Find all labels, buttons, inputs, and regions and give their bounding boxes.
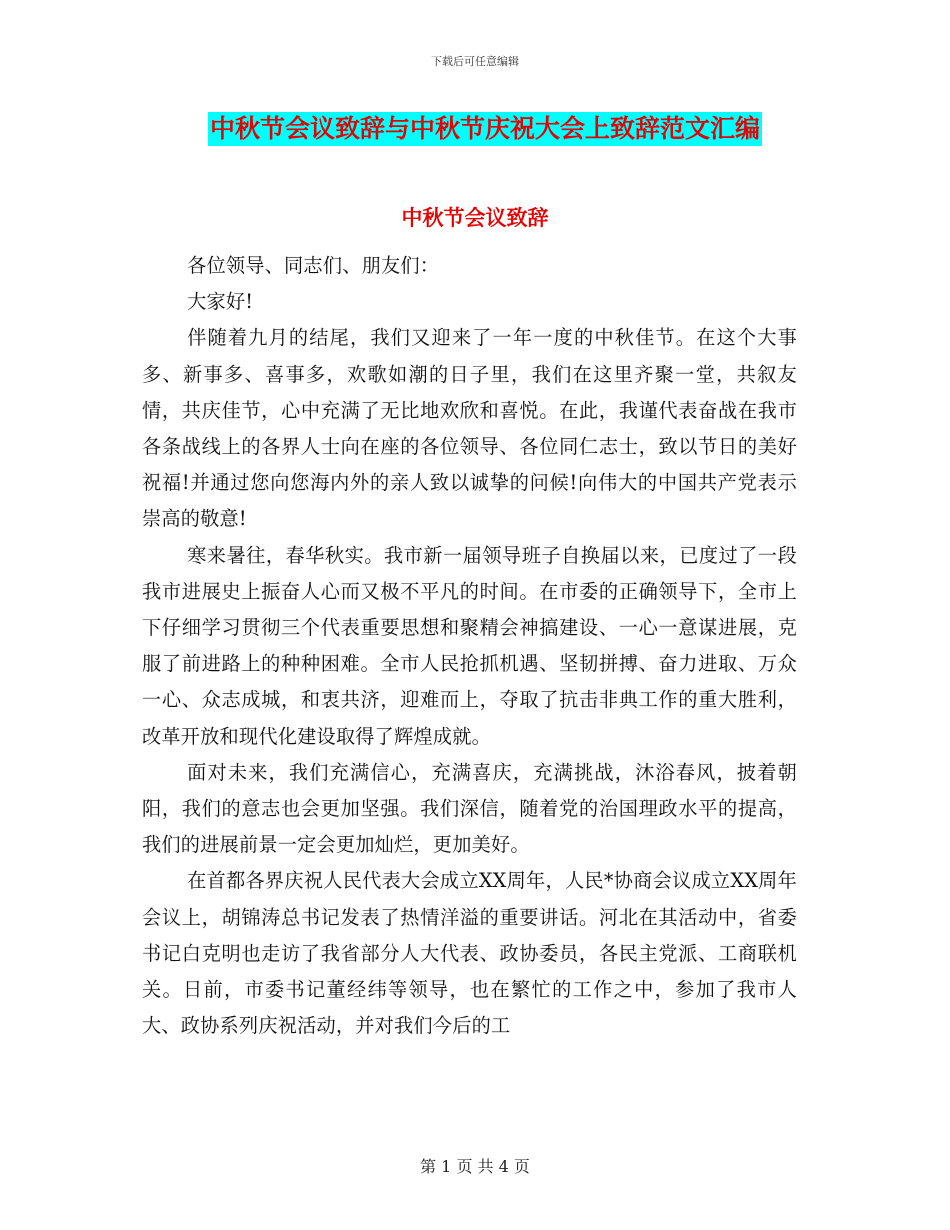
document-main-title: 中秋节会议致辞与中秋节庆祝大会上致辞范文汇编 [208, 112, 762, 146]
page-number-footer: 第 1 页 共 4 页 [420, 1157, 530, 1176]
section-title: 中秋节会议致辞 [401, 206, 549, 230]
paragraph: 面对未来，我们充满信心，充满喜庆，充满挑战，沐浴春风，披着朝阳，我们的意志也会更加坚强。我们深信，随着党的治国理政水平的提高，我们的进展前景一定会更加灿烂，更加美好。 [142, 760, 797, 857]
document-body [142, 248, 797, 1044]
paragraph: 寒来暑往，春华秋实。我市新一届领导班子自换届以来，已度过了一段我市进展史上振奋人心而又极不平凡的时间。在市委的正确领导下，全市上下仔细学习贯彻三个代表重要思想和聚精会神搞建设、一心一意谋进展，克服了前进路上的种种困难。全市人民抢抓机遇、坚韧拼搏、奋力进取、万众一心、众志成城，和衷共济，迎难而上，夺取了抗击非典工作的重大胜利，改革开放和现代化建设取得了辉煌成就。 [142, 543, 797, 748]
paragraph: 伴随着九月的结尾，我们又迎来了一年一度的中秋佳节。在这个大事多、新事多、喜事多，欢歌如潮的日子里，我们在这里齐聚一堂，共叙友情，共庆佳节，心中充满了无比地欢欣和喜悦。在此，我谨代表奋战在我市各条战线上的各界人士向在座的各位领导、各位同仁志士，致以节日的美好祝福!并通过您向您海内外的亲人致以诚挚的问候!向伟大的中国共产党表示崇高的敬意! [142, 326, 797, 531]
header-note: 下载后可任意编辑 [431, 55, 519, 68]
paragraph-salutation: 各位领导、同志们、朋友们： [187, 254, 440, 277]
paragraph-greeting: 大家好! [187, 290, 254, 314]
paragraph: 在首都各界庆祝人民代表大会成立XX周年，人民*协商会议成立XX周年会议上，胡锦涛总书记发表了热情洋溢的重要讲话。河北在其活动中，省委书记白克明也走访了我省部分人大代表、政协委员，各民主党派、工商联机关。日前，市委书记董经纬等领导，也在繁忙的工作之中，参加了我市人大、政协系列庆祝活动，并对我们今后的工 [142, 869, 797, 1038]
